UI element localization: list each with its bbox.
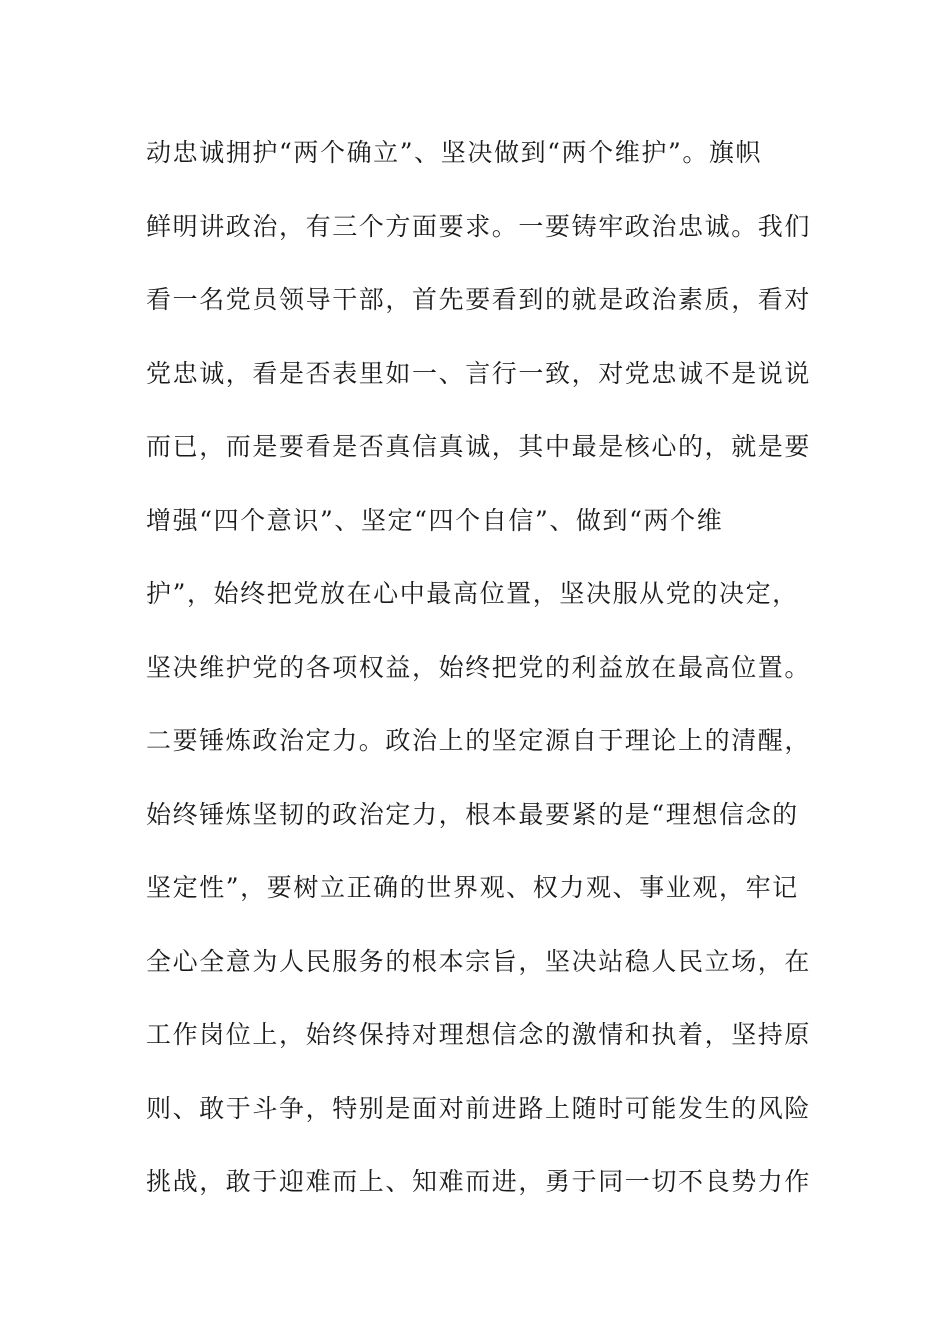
text-line: 增强“四个意识”、坚定“四个自信”、做到“两个维 xyxy=(146,505,724,535)
text-line: 看一名党员领导干部，首先要看到的就是政治素质，看对 xyxy=(146,285,812,314)
text-line: 工作岗位上，始终保持对理想信念的激情和执着，坚持原 xyxy=(146,1020,812,1049)
text-line: 坚决维护党的各项权益，始终把党的利益放在最高位置。 xyxy=(146,652,812,682)
text-line: 护”，始终把党放在心中最高位置，坚决服从党的决定， xyxy=(146,579,799,608)
text-line: 动忠诚拥护“两个确立”、坚决做到“两个维护”。旗帜 xyxy=(146,138,763,167)
body-text xyxy=(146,128,812,1231)
text-line: 而已，而是要看是否真信真诚，其中最是核心的，就是要 xyxy=(146,432,812,461)
text-line: 始终锤炼坚韧的政治定力，根本最要紧的是“理想信念的 xyxy=(146,799,799,829)
text-line: 挑战，敢于迎难而上、知难而进，勇于同一切不良势力作 xyxy=(146,1167,812,1196)
text-line: 二要锤炼政治定力。政治上的坚定源自于理论上的清醒， xyxy=(146,726,812,755)
text-line: 则、敢于斗争，特别是面对前进路上随时可能发生的风险 xyxy=(146,1093,812,1123)
text-line: 党忠诚，看是否表里如一、言行一致，对党忠诚不是说说 xyxy=(146,358,812,388)
text-line: 鲜明讲政治，有三个方面要求。一要铸牢政治忠诚。我们 xyxy=(146,211,812,241)
text-line: 全心全意为人民服务的根本宗旨，坚决站稳人民立场，在 xyxy=(146,946,812,976)
text-line: 坚定性”，要树立正确的世界观、权力观、事业观，牢记 xyxy=(146,873,799,902)
